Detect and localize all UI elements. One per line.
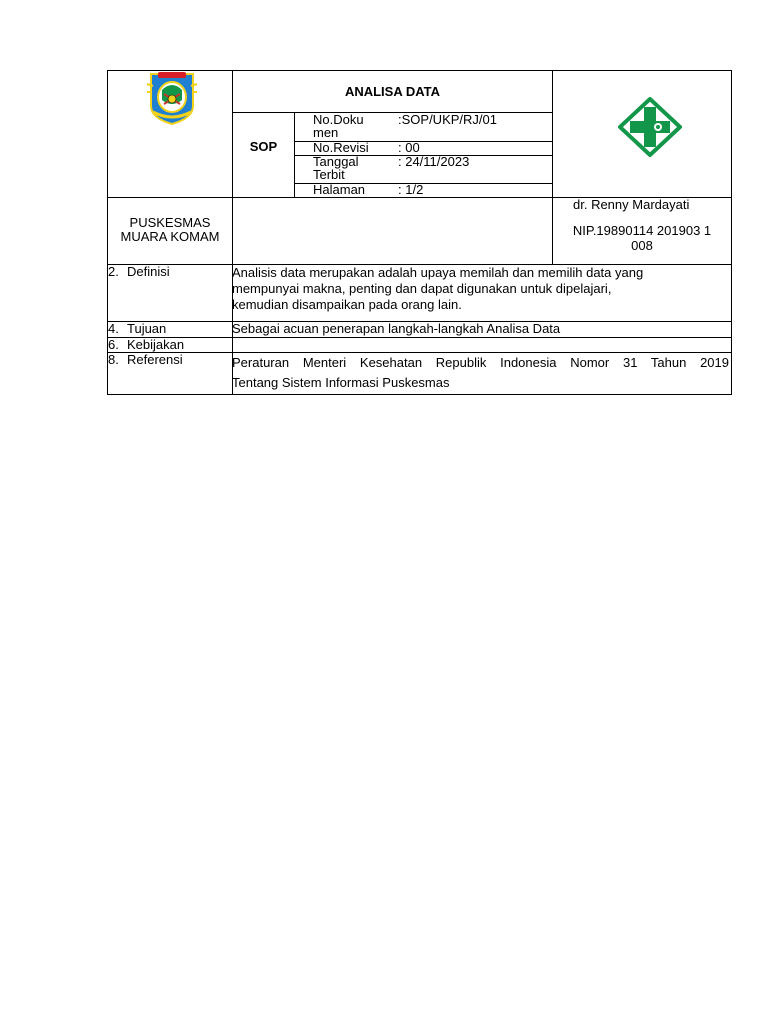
regional-government-emblem-icon <box>141 70 203 126</box>
meta-label-document-number: No.Doku men <box>313 112 364 140</box>
section-label-definition: Definisi <box>127 264 170 279</box>
meta-value-issue-date: : 24/11/2023 <box>398 154 470 169</box>
section-number-definition: 2. <box>108 264 119 279</box>
title-underline <box>232 112 553 113</box>
section-line-2 <box>107 337 732 338</box>
section-label-purpose: Tujuan <box>127 321 167 336</box>
institution-name: PUSKESMAS MUARA KOMAM <box>120 215 220 244</box>
section-body-definition: Analisis data merupakan adalah upaya memilah dan memilih data yang mempunyai makna, penting dan dapat digunakan untuk dipelajari, kemudian disampaikan pada orang lain. <box>232 265 644 312</box>
meta-value-document-number: :SOP/UKP/RJ/01 <box>398 112 497 127</box>
meta-value-revision: : 00 <box>398 140 420 155</box>
meta-label-revision: No.Revisi <box>313 140 369 155</box>
section-number-policy: 6. <box>108 337 119 352</box>
meta-value-page: : 1/2 <box>398 182 424 197</box>
table-border-right <box>731 70 732 395</box>
section-label-policy: Kebijakan <box>127 337 185 352</box>
table-border-bottom <box>107 394 732 395</box>
section-label-reference: Referensi <box>127 352 183 367</box>
signatory-nip: NIP.19890114 201903 1 008 <box>572 223 712 253</box>
signatory-name: dr. Renny Mardayati <box>573 197 690 212</box>
document-title: ANALISA DATA <box>344 84 441 99</box>
section-number-purpose: 4. <box>108 321 119 336</box>
meta-label-issue-date: Tanggal Terbit <box>313 154 359 182</box>
section-number-reference: 8. <box>108 352 119 367</box>
sop-label: SOP <box>249 139 278 154</box>
puskesmas-green-cross-icon <box>618 97 682 157</box>
meta-label-page: Halaman <box>313 182 366 197</box>
section-body-purpose: Sebagai acuan penerapan langkah-langkah Analisa Data <box>232 321 561 336</box>
col-divider-1 <box>232 70 233 395</box>
section-body-reference: Peraturan Menteri Kesehatan Republik Indonesia Nomor 31 Tahun 2019 Tentang Sistem Informasi Puskesmas <box>232 355 729 390</box>
